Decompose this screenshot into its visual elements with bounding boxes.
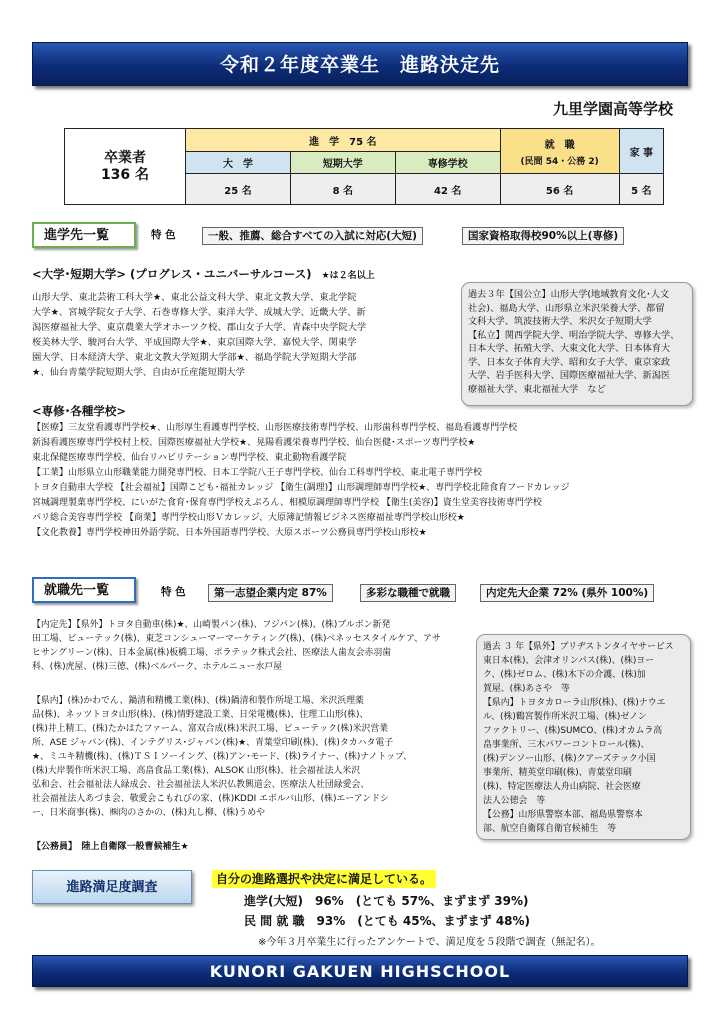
university-note: ★は２名以上: [321, 271, 375, 281]
vocational-heading: <専修･各種学校>: [32, 404, 127, 418]
university-heading: [32, 266, 375, 282]
list-item: 【医療】三友堂看護専門学校★、山形厚生看護専門学校、山形医療技術専門学校、山形歯科専門学校、福島看護専門学校: [32, 423, 518, 433]
junior-college-count: 8 名: [290, 174, 395, 205]
list-item: 弘和会、社会福祉法人緑成会、社会福祉法人米沢仏教興道会、医療法人社団緑愛会、: [32, 780, 370, 790]
list-item: 過去３年【国公立】山形大学(地域教育文化･人文: [468, 289, 670, 300]
list-item: 新潟看護医療専門学校村上校、国際医療福祉大学校★、晃陽看護栄養専門学校、仙台医健･スポーツ専門学校★: [32, 438, 476, 448]
list-item: 療福祉大学、東北福祉大学 など: [468, 383, 606, 395]
list-item: ル、(株)鶴宮製作所米沢工場、(株)ゼノン: [483, 712, 647, 722]
satisfaction-employment: 民 間 就 職 93% (とても 45%、まずまず 48%): [244, 914, 531, 928]
summary-table: [64, 128, 664, 205]
list-item: 社会福祉法人あづま会、敬愛会こもれびの家、(株)KDDI エボルバ山形、(株)エーアンドシ: [32, 794, 389, 804]
page-title: 令和２年度卒業生 進路決定先: [32, 42, 688, 86]
list-item: ★、ミユキ精機(株)、(株)ＴＳＩソーイング、(株)アン･モード、(株)ライナー、(株)ナノトップ、: [32, 752, 412, 762]
list-item: ク、(株)ゼロム、(株)木下の介護、(株)加: [483, 670, 646, 680]
list-item: 【私立】関西学院大学、明治学院大学、専修大学、: [468, 329, 680, 341]
list-item: 法人公徳会 等: [483, 796, 546, 806]
domestic-label: 家 事: [619, 129, 663, 174]
employment-past-box: [476, 634, 691, 840]
university-label: 大 学: [186, 152, 291, 174]
list-item: 科、(株)虎屋、(株)三徳、(株)ベルパーク、ホテルニュー水戸屋: [32, 662, 283, 672]
list-item: 大学、岩手医科大学、国際医療福祉大学、新潟医: [468, 370, 671, 381]
advance-feature-1: 一般、推薦、総合すべての入試に対応(大短): [202, 227, 423, 245]
list-item: ファクトリー、(株)SUMCO、(株)オカムラ高: [483, 726, 663, 736]
employment-outside-list: [32, 618, 468, 674]
employment-feature-1: 第一志望企業内定 87%: [208, 584, 333, 602]
list-item: 社会)、福島大学、山形県立米沢栄養大学、都留: [468, 302, 665, 314]
list-item: 潟医療福祉大学、東京農業大学オホーツク校、郡山女子大学、青森中央学院大学: [32, 322, 367, 333]
employment-detail: (民間 54・公務 2): [520, 156, 599, 167]
employment-feature-label: 特 色: [161, 586, 186, 598]
public-service-line: 【公務員】 陸上自衛隊一般曹候補生★: [32, 842, 189, 852]
list-item: 田工場、ビューテック(株)、東芝コンシューマーマーケティング(株)、(株)ベネッセスタイルケア、アサ: [32, 634, 441, 644]
list-item: 畠事業所、三木パワーコントロール(株)、: [483, 740, 650, 750]
list-item: 所、ASE ジャパン(株)、インテグリス･ジャパン(株)★、青葉堂印刷(株)、(株)タカハタ電子: [32, 738, 394, 748]
advance-past-box: [461, 282, 693, 406]
list-item: 学、日本女子体育大学、昭和女子大学、東京家政: [468, 356, 671, 368]
list-item: 過去 ３ 年【県外】ブリヂストンタイヤサービス: [483, 642, 674, 652]
university-count: 25 名: [186, 174, 291, 205]
footer-banner: KUNORI GAKUEN HIGHSCHOOL: [32, 955, 688, 987]
list-item: 品(株)、ネッツトヨタ山形(株)、(株)情野建設工業、日栄電機(株)、住理工山形(株)、: [32, 710, 369, 720]
advance-feature-2: 国家資格取得校90%以上(専修): [462, 227, 624, 245]
employment-feature-2: 多彩な職種で就職: [360, 584, 456, 602]
list-item: 桜美林大学、駿河台大学、平成国際大学★、東京国際大学、嘉悦大学、関東学: [32, 337, 357, 348]
list-item: ヒサングリーン(株)、日本金属(株)板橋工場、ポラテック株式会社、医療法人歯友会赤羽歯: [32, 648, 392, 658]
advance-feature-label: 特 色: [151, 229, 176, 241]
advance-section-tab: 進学先一覧: [32, 222, 136, 248]
list-item: 東日本(株)、会津オリンパス(株)、(株)ヨー: [483, 656, 655, 666]
list-item: 事業所、精英堂印刷(株)、青葉堂印刷: [483, 768, 632, 778]
list-item: (株)、特定医療法人舟山病院、社会医療: [483, 782, 641, 792]
satisfaction-advance: 進学(大短) 96% (とても 57%、まずまず 39%): [244, 894, 529, 908]
vocational-label: 専修学校: [395, 152, 500, 174]
graduates-cell: [65, 129, 186, 205]
list-item: 賀屋、(株)あさや 等: [483, 684, 570, 694]
list-item: 【文化教養】専門学校神田外語学院、日本外国語専門学校、大原スポーツ公務員専門学校山形校★: [32, 528, 427, 538]
employment-count: 56 名: [500, 174, 619, 205]
list-item: (株)デンソー山形、(株)クアーズテック小国: [483, 754, 656, 764]
advance-total: 進 学 75 名: [186, 129, 501, 152]
list-item: 園大学、日本経済大学、東北文教大学短期大学部★、福島学院大学短期大学部: [32, 352, 357, 363]
list-item: 山形大学、東北芸術工科大学★、東北公益文科大学、東北文教大学、東北学院: [32, 292, 357, 303]
list-item: 文科大学、筑波技術大学、米沢女子短期大学: [468, 316, 652, 327]
list-item: 【工業】山形県立山形職業能力開発専門校、日本工学院八王子専門学校、仙台工科専門学校、東北電子専門学校: [32, 468, 483, 478]
list-item: 【県内】(株)かわでん、鍋清和精機工業(株)、(株)鍋清和製作所堤工場、米沢浜理薬: [32, 696, 364, 706]
graduates-label: 卒業者: [104, 149, 146, 166]
domestic-count: 5 名: [619, 174, 663, 205]
employment-header: [500, 129, 619, 174]
university-list: [32, 290, 457, 380]
satisfaction-note: ※今年３月卒業生に行ったアンケートで、満足度を５段階で調査（無記名）。: [258, 937, 601, 948]
vocational-list: [32, 421, 694, 541]
list-item: 部、航空自衛隊自衛官候補生 等: [483, 824, 617, 834]
employment-inside-list: [32, 694, 468, 820]
list-item: (株)大岸製作所米沢工場、高畠食品工業(株)、ALSOK 山形(株)、社会福祉法人米沢: [32, 766, 361, 776]
junior-college-label: 短期大学: [290, 152, 395, 174]
employment-label: 就 職: [544, 139, 575, 151]
list-item: ★、仙台青葉学院短期大学、自由が丘産能短期大学: [32, 367, 245, 378]
list-item: 【県内】トヨタカローラ山形(株)、(株)ナウエ: [483, 698, 666, 708]
employment-feature-3: 内定先大企業 72% (県外 100%): [480, 584, 654, 602]
list-item: 宮城調理製菓専門学校、にいがた食育･保育専門学校えぷろん、相模原調理師専門学校 【衛生(美容)】資生堂美容技術専門学校: [32, 498, 542, 508]
satisfaction-survey-label: 進路満足度調査: [32, 870, 192, 904]
list-item: トヨタ自動車大学校 【社会福祉】国際こども･福祉カレッジ 【衛生(調理)】山形調理師専門学校★、専門学校北陸食育フードカレッジ: [32, 483, 570, 493]
list-item: 【内定先】【県外】トヨタ自動車(株)★、山崎製パン(株)、フジパン(株)、(株)ブルボン新発: [32, 620, 391, 630]
employment-section-tab: 就職先一覧: [32, 577, 136, 603]
list-item: 大学★、宮城学院女子大学、石巻専修大学、東洋大学、成城大学、近畿大学、新: [32, 307, 366, 318]
school-name: 九里学園高等学校: [552, 100, 673, 118]
list-item: ー、日米商事(株)、㈱肉のさかの、(株)丸し柳、(株)うめや: [32, 808, 266, 818]
list-item: パリ総合美容専門学校 【商業】専門学校山形Ｖカレッジ、大原簿記情報ビジネス医療福祉専門学校山形校★: [32, 513, 465, 523]
satisfaction-headline: 自分の進路選択や決定に満足している。: [212, 870, 436, 888]
list-item: 【公務】山形県警察本部、福島県警察本: [483, 810, 643, 820]
list-item: 東北保健医療専門学校、仙台リハビリテーション専門学校、東北動物看護学院: [32, 453, 347, 463]
list-item: (株)井上精工、(株)たかはたファーム、富双合成(株)米沢工場、ビューテック(株)米沢営業: [32, 724, 389, 734]
vocational-count: 42 名: [395, 174, 500, 205]
graduates-count: 136 名: [100, 166, 150, 183]
list-item: 日本大学、拓殖大学、大東文化大学、日本体育大: [468, 343, 671, 354]
university-heading-text: <大学･短期大学> (プログレス・ユニバーサルコース): [32, 267, 312, 281]
